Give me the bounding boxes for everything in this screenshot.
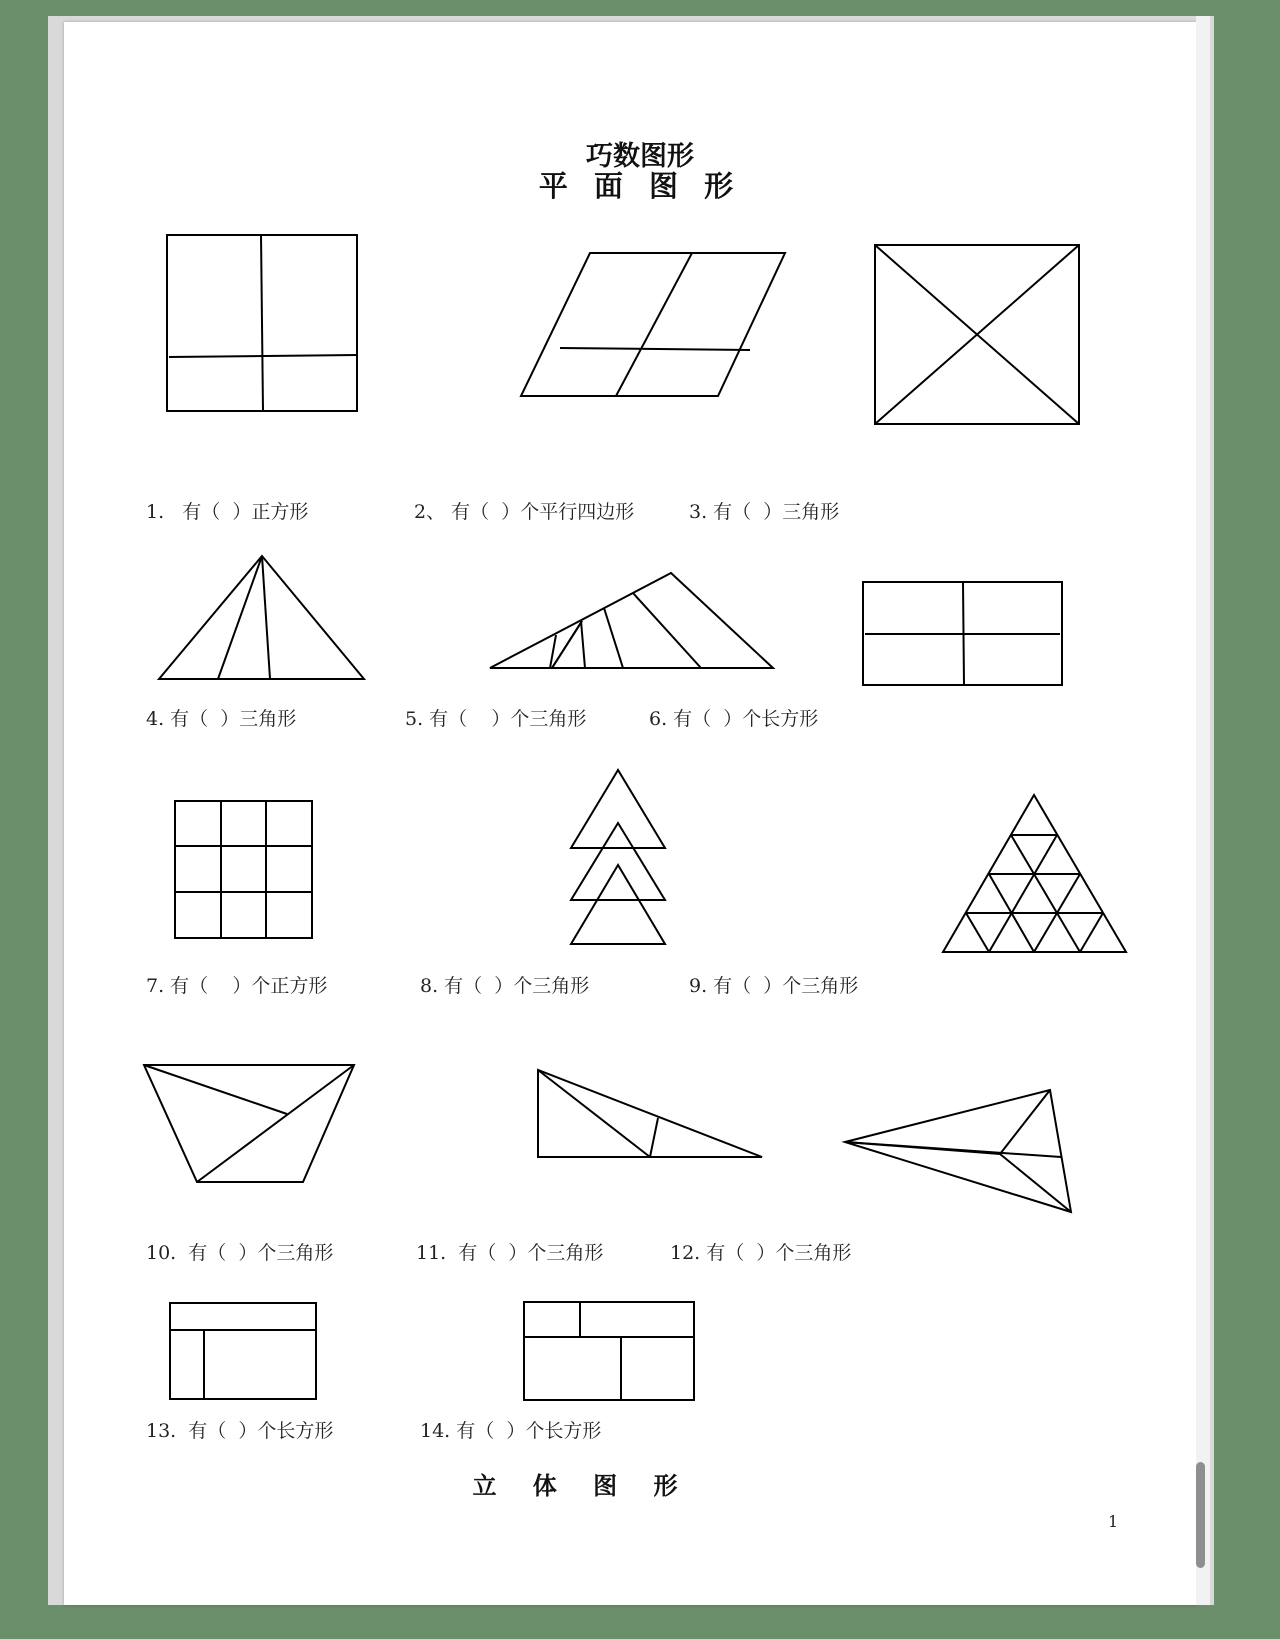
figure-3-rect-diagonals	[875, 245, 1079, 424]
question-2: 2、 有（ ）个平行四边形	[414, 501, 635, 523]
figure-12-arrow-triangle	[845, 1090, 1071, 1212]
question-13: 13. 有（ ）个长方形	[146, 1420, 334, 1442]
figure-4-triangle-fan	[159, 556, 364, 679]
figure-6-rect-cross	[863, 582, 1062, 685]
figure-14-rect-partitions	[524, 1302, 694, 1400]
question-6: 6. 有（ ）个长方形	[649, 708, 819, 730]
question-12: 12. 有（ ）个三角形	[670, 1242, 852, 1264]
figure-7-grid	[175, 801, 312, 938]
section-title-solid: 立 体 图 形	[472, 1471, 692, 1500]
figure-1-square-cross	[167, 235, 357, 411]
figure-5-long-triangle	[490, 573, 773, 668]
figure-8-stacked-triangles	[571, 770, 665, 944]
question-3: 3. 有（ ）三角形	[689, 501, 840, 523]
question-5: 5. 有（ ）个三角形	[405, 708, 587, 730]
question-1: 1. 有（ ）正方形	[146, 501, 309, 523]
question-7: 7. 有（ ）个正方形	[146, 975, 328, 997]
question-9: 9. 有（ ）个三角形	[689, 975, 859, 997]
question-8: 8. 有（ ）个三角形	[420, 975, 590, 997]
section-title-plane: 平 面 图 形	[538, 169, 742, 203]
figure-2-parallelogram	[521, 253, 785, 396]
figure-13-rect-partition	[170, 1303, 316, 1399]
question-10: 10. 有（ ）个三角形	[146, 1242, 334, 1264]
question-11: 11. 有（ ）个三角形	[416, 1242, 604, 1264]
worksheet-title: 巧数图形	[586, 141, 694, 172]
figure-11-right-triangle	[538, 1070, 762, 1157]
page-number: 1	[1108, 1512, 1119, 1531]
question-14: 14. 有（ ）个长方形	[420, 1420, 602, 1442]
figure-10-trapezoid	[144, 1065, 354, 1182]
question-4: 4. 有（ ）三角形	[146, 708, 297, 730]
figure-9-triangle-grid	[943, 795, 1126, 952]
